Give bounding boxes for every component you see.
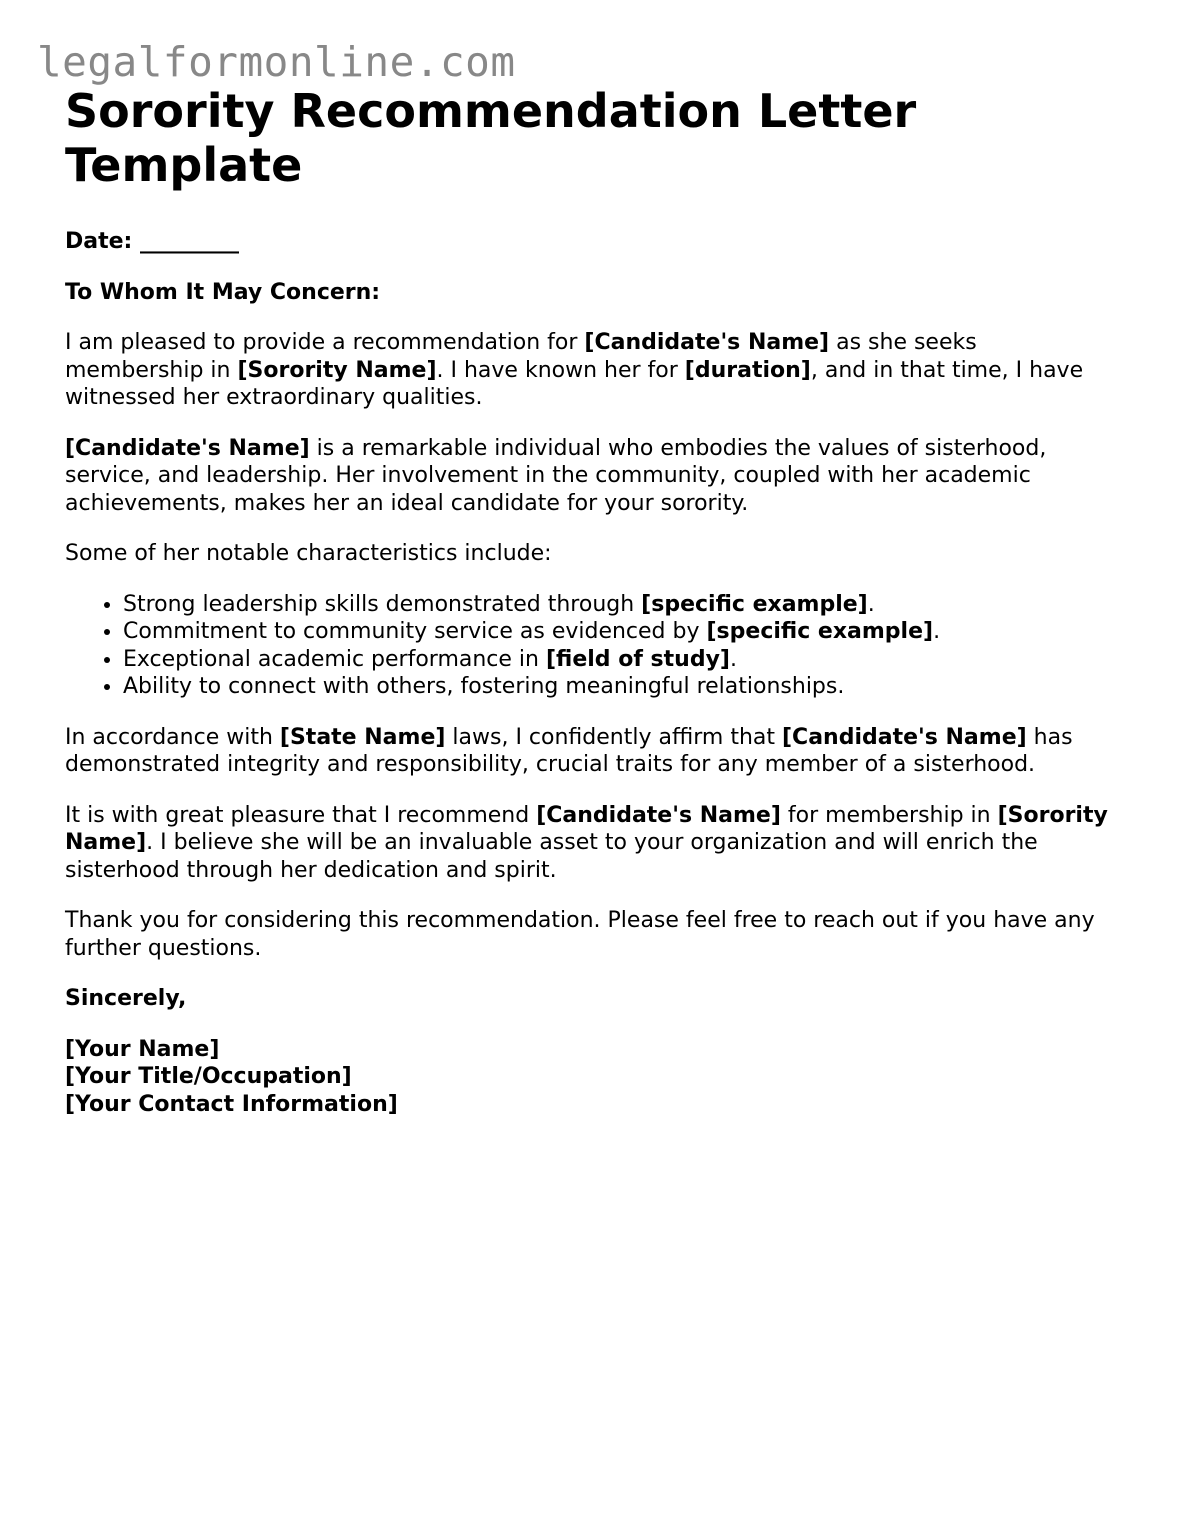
sorority-name-placeholder: [Sorority Name] — [65, 802, 1108, 855]
list-item: • Commitment to community service as evidenced by [specific example]. — [123, 618, 1115, 646]
candidate-name-placeholder: [Candidate's Name] — [584, 330, 830, 355]
letter-document — [65, 84, 1115, 1118]
date-label: Date: _________ — [65, 229, 240, 254]
paragraph-characteristics-intro: Some of her notable characteristics include: — [65, 541, 552, 566]
field-of-study-placeholder: [field of study] — [545, 646, 730, 672]
watermark: legalformonline.com — [37, 38, 516, 86]
document-title: Sorority Recommendation Letter Template — [65, 84, 917, 192]
your-contact-placeholder: [Your Contact Information] — [65, 1091, 398, 1117]
candidate-name-placeholder: [Candidate's Name] — [65, 435, 310, 461]
list-item: • Strong leadership skills demonstrated through [specific example]. — [123, 591, 1115, 619]
sorority-name-placeholder: [Sorority Name] — [237, 357, 437, 383]
paragraph-thanks: Thank you for considering this recommendation. Please feel free to reach out if you have any further questions. — [65, 908, 1095, 961]
duration-placeholder: [duration] — [684, 357, 811, 383]
your-title-placeholder: [Your Title/Occupation] — [65, 1064, 352, 1089]
example-placeholder: [specific example] — [641, 591, 868, 617]
state-name-placeholder: [State Name] — [279, 724, 446, 750]
paragraph-candidate-description: [Candidate's Name] is a remarkable individual who embodies the values of sisterhood, service, and leadership. Her involvement in the community, coupled with her academic achievements, makes her an ideal candidate for your sorority. — [65, 435, 1047, 516]
list-item: • Exceptional academic performance in [field of study]. — [123, 646, 1115, 674]
paragraph-state-affirmation: In accordance with [State Name] laws, I confidently affirm that [Candidate's Name] has demonstrated integrity and responsibility, crucial traits for any member of a sisterhood. — [65, 724, 1073, 777]
candidate-name-placeholder: [Candidate's Name] — [536, 802, 781, 828]
paragraph-recommendation: It is with great pleasure that I recommend [Candidate's Name] for membership in [Sorority Name]. I believe she will be an invaluable asset to your organization and will enrich the sisterhood through her dedication and spirit. — [65, 802, 1108, 883]
example-placeholder: [specific example] — [706, 619, 934, 644]
characteristics-list — [65, 591, 1115, 701]
date-blank: _________ — [140, 229, 240, 254]
candidate-name-placeholder: [Candidate's Name] — [782, 724, 1027, 750]
list-item: • Ability to connect with others, fostering meaningful relationships. — [123, 673, 1115, 701]
closing: Sincerely, — [65, 986, 187, 1011]
greeting: To Whom It May Concern: — [65, 279, 381, 305]
paragraph-intro: I am pleased to provide a recommendation for [Candidate's Name] as she seeks membership in [Sorority Name]. I have known her for [duration], and in that time, I have witnessed her extraordinary qualities. — [65, 330, 1084, 410]
your-name-placeholder: [Your Name] — [65, 1036, 220, 1062]
signature-block — [65, 1036, 1115, 1119]
date-line — [65, 228, 1115, 256]
